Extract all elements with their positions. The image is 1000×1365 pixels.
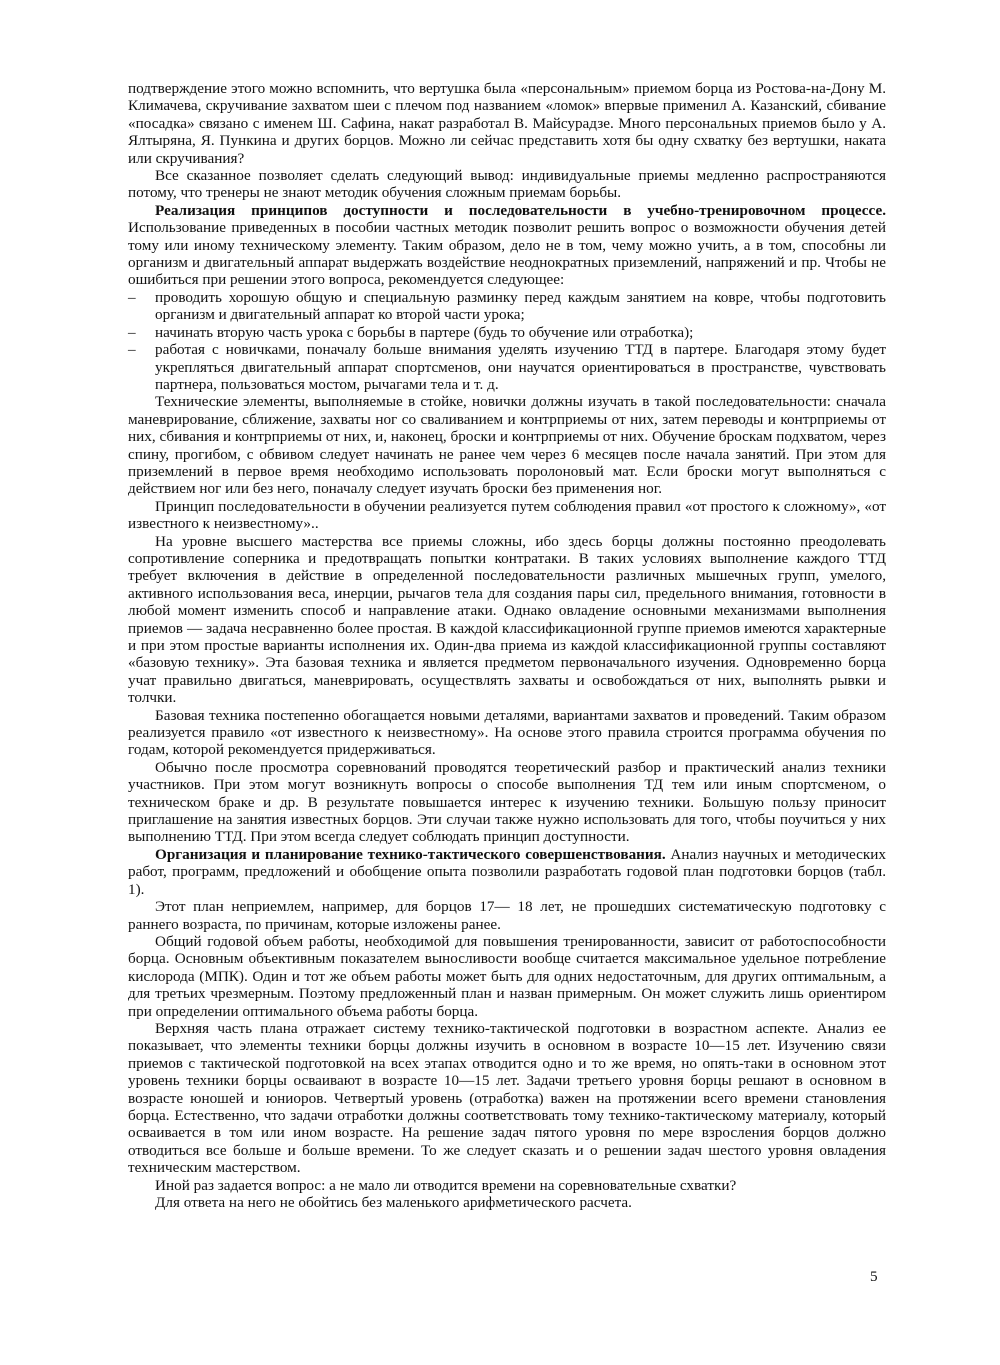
paragraph: На уровне высшего мастерства все приемы сложны, ибо здесь борцы должны постоянно преодолевать сопротивление соперника и предотвращать попытки контратаки. В таких условиях выполнение каждого ТТД требует включения в действие в определенной последовательности различных мышечных групп, умелого, активного использования веса, инерции, рычагов тела для создания пары сил, предельного внимания, готовности в любой момент изменить способ и направление атаки. Однако овладение основными механизмами выполнения приемов — задача несравненно более простая. В каждой классификационной группе приемов имеются характерные и при этом простые варианты исполнения их. Один-два приема из каждой классификационной группы составляют «базовую технику». Эта базовая техника и является предметом первоначального изучения. Одновременно борца учат правильно двигаться, маневрировать, осуществлять захваты и освобождаться от них, выполнять рывки и толчки. <box>128 532 886 707</box>
section-heading: Организация и планирование технико-тактического совершенствования. <box>155 845 666 863</box>
paragraph-text: Использование приведенных в пособии частных методик позволит решить вопрос о возможности обучения детей тому или иному техническому элементу. Таким образом, дело не в том, чему можно учить, а в том, способны ли организм и двигательный аппарат выдержать воздействие неоднократных приземлений, напряжений и пр. Чтобы не ошибиться при решении этого вопроса, рекомендуется следующее: <box>128 219 886 289</box>
list-item-text: работая с новичками, поначалу больше внимания уделять изучению ТТД в партере. Благодаря этому будет укрепляться двигательный аппарат спортсменов, они научатся ориентироваться в пространстве, чувствовать партнера, пользоваться мостом, рычагами тела и т. д. <box>155 341 886 393</box>
paragraph: Верхняя часть плана отражает систему технико-тактической подготовки в возрастном аспекте. Анализ ее показывает, что элементы техники борцы должны изучить в основном в возрасте 10—15 лет. Изучению связи приемов с тактической подготовкой на всех этапах отводится одно и то же время, но опять-таки в основном этот уровень техники борцы осваивают в возрасте 10—15 лет. Задачи третьего уровня борцы решают в основном в возрасте юношей и юниоров. Четвертый уровень (отработка) важен на протяжении всего времени становления борца. Естественно, что задачи отработки должны соответствовать тому технико-тактическому материалу, который осваивается в том или ином возрасте. На решение задач пятого уровня по мере взросления борцов должно отводиться все больше и больше времени. То же следует сказать и о решении задач шестого уровня овладения техническим мастерством. <box>128 1019 886 1177</box>
paragraph-with-heading <box>128 202 886 289</box>
dash-bullet: – <box>128 288 136 306</box>
paragraph-text: Анализ научных и методических работ, программ, предложений и обобщение опыта позволили разработать годовой план подготовки борцов (табл. 1). <box>128 845 886 898</box>
paragraph-with-heading <box>128 846 886 898</box>
dash-list <box>128 289 886 393</box>
paragraph: подтверждение этого можно вспомнить, что вертушка была «персональным» приемом борца из Ростова-на-Дону М. Климачева, скручивание захватом шеи с плечом под названием «ломок» впервые применил А. Казанский, сбивание «посадка» связано с именем Ш. Сафина, накат разработал В. Майсурадзе. Много персональных приемов было у А. Ялтыряна, Я. Пункина и других борцов. Можно ли сейчас представить хотя бы одну схватку без вертушки, наката или скручивания? <box>128 80 886 167</box>
list-item-text: начинать вторую часть урока с борьбы в партере (будь то обучение или отработка); <box>155 323 694 341</box>
paragraph: Технические элементы, выполняемые в стойке, новички должны изучать в такой последовательности: сначала маневрирование, сближение, захваты ног со сваливанием и контрприемы от них, затем переводы и контрприемы от них, сбивания и контрприемы от них, и, наконец, броски и контрприемы от них. Обучение броскам подхватом, через спину, прогибом, с обвивом следует начинать не ранее чем через 6 месяцев после начала занятий. При этом для приземлений в первое время необходимо использовать поролоновый мат. Если броски могут выполняться с действием ног или без него, поначалу следует изучать броски без применения ног. <box>128 393 886 498</box>
list-item <box>128 289 886 324</box>
paragraph: Иной раз задается вопрос: а не мало ли отводится времени на соревновательные схватки? <box>155 1176 737 1194</box>
list-item-text: проводить хорошую общую и специальную разминку перед каждым занятием на ковре, чтобы подготовить организм и двигательный аппарат ко второй части урока; <box>155 288 886 324</box>
paragraph: Этот план неприемлем, например, для борцов 17— 18 лет, не прошедших систематическую подготовку с раннего возраста, по причинам, которые изложены ранее. <box>128 898 886 933</box>
section-heading: Реализация принципов доступности и последовательности в учебно-тренировочном процессе. <box>155 201 886 219</box>
paragraph: Общий годовой объем работы, необходимой для повышения тренированности, зависит от работоспособности борца. Основным объективным показателем выносливости вообще считается максимальное удельное потребление кислорода (МПК). Один и тот же объем работы может быть для одних недостаточным, для других оптимальным, а для третьих чрезмерным. Поэтому предложенный план и назван примерным. Он может служить лишь ориентиром при определении оптимального объема работы борца. <box>128 932 886 1020</box>
paragraph: Для ответа на него не обойтись без маленького арифметического расчета. <box>155 1194 632 1211</box>
page-body <box>128 80 886 1211</box>
list-item <box>128 324 886 341</box>
paragraph: Базовая техника постепенно обогащается новыми деталями, вариантами захватов и проведений. Таким образом реализуется правило «от известного к неизвестному». На основе этого правила строится программа обучения по годам, которой рекомендуется придерживаться. <box>128 706 886 759</box>
paragraph: Обычно после просмотра соревнований проводятся теоретический разбор и практический анализ техники участников. При этом могут возникнуть вопросы о способе выполнения ТД тем или иным спортсменом, о техническом браке и др. В результате повышается интерес к изучению техники. Большую пользу приносит приглашение на занятия известных борцов. Эти случаи также нужно использовать для того, чтобы поучиться у них выполнению ТТД. При этом всегда следует соблюдать принцип доступности. <box>128 758 886 846</box>
list-item <box>128 341 886 393</box>
dash-bullet: – <box>128 323 136 341</box>
page-number: 5 <box>870 1268 878 1285</box>
dash-bullet: – <box>128 341 136 359</box>
paragraph: Все сказанное позволяет сделать следующий вывод: индивидуальные приемы медленно распространяются потому, что тренеры не знают методик обучения сложным приемам борьбы. <box>128 167 886 202</box>
paragraph: Принцип последовательности в обучении реализуется путем соблюдения правил «от простого к сложному», «от известного к неизвестному».. <box>128 497 886 533</box>
